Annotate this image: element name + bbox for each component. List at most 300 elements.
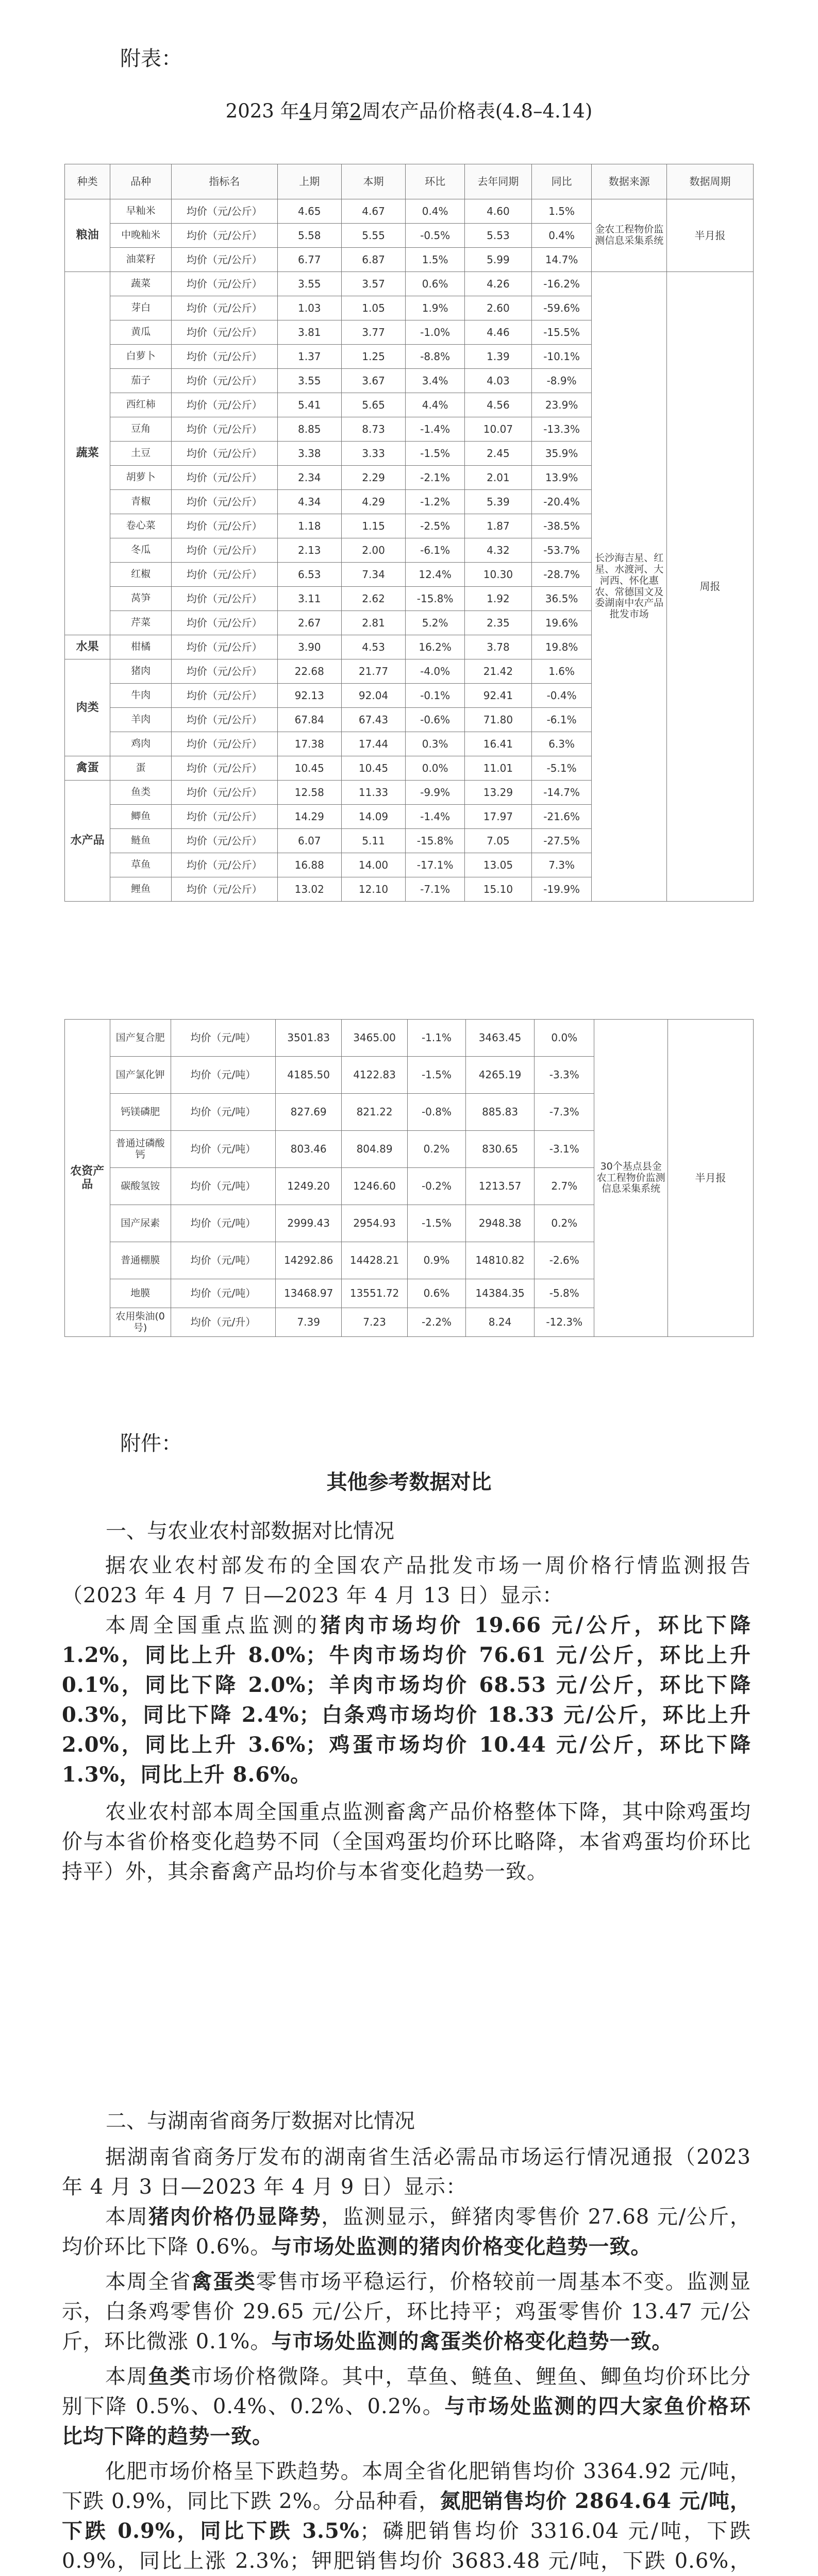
last-year-price: 13.05: [465, 853, 532, 877]
last-year-price: 71.80: [465, 708, 532, 732]
prev-price: 1.37: [277, 345, 341, 369]
column-header: 环比: [406, 164, 465, 199]
s1-paragraph-2: 本周全国重点监测的猪肉市场均价 19.66 元/公斤，环比下降 1.2%，同比上升 8.0%；牛肉市场均价 76.61 元/公斤，环比上升 0.1%，同比下降 2.0%；羊肉市场均价 68.53 元/公斤，环比下降 0.3%，同比下降 2.4%；白条鸡市场均价 18.33 元/公斤，环比上升 2.0%，同比上升 3.6%；鸡蛋市场均价 10.44 元/公斤，环比下降 1.3%，同比上升 8.6%。: [62, 1613, 751, 1787]
s2-paragraph-4: 本周鱼类市场价格微降。其中，草鱼、鲢鱼、鲤鱼、鲫鱼均价环比分别下降 0.5%、0.4%、0.2%、0.2%。与市场处监测的四大家鱼价格环比均下降的趋势一致。: [62, 2364, 752, 2448]
last-year-price: 5.99: [465, 248, 532, 272]
last-year-price: 5.53: [465, 224, 532, 248]
last-year-price: 10.07: [465, 417, 532, 442]
last-year-price: 13.29: [465, 781, 532, 805]
last-year-price: 1.92: [465, 587, 532, 611]
cur-price: 4122.83: [342, 1057, 408, 1094]
product-name: 国产复合肥: [110, 1020, 171, 1057]
mom-change: 0.2%: [408, 1131, 466, 1168]
yoy-change: -3.3%: [535, 1057, 594, 1094]
prev-price: 13.02: [277, 877, 341, 902]
prev-price: 14.29: [277, 805, 341, 829]
mom-change: -2.2%: [408, 1308, 466, 1337]
price-table-main: [64, 164, 754, 902]
product-name: 鸡肉: [110, 732, 172, 756]
indicator: 均价（元/吨）: [171, 1131, 276, 1168]
product-name: 红椒: [110, 563, 172, 587]
mom-change: -1.0%: [406, 320, 465, 345]
s2-paragraph-5: 化肥市场价格呈下跌趋势。本周全省化肥销售均价 3364.92 元/吨，下跌 0.9%，同比下跌 2%。分品种看，氮肥销售均价 2864.64 元/吨，下跌 0.9%，同比下跌 3.5%；磷肥销售均价 3316.04 元/吨，下跌 0.9%，同比上涨 2.3%；钾肥销售均价 3683.48 元/吨，下跌 0.6%，: [62, 2460, 751, 2573]
indicator: 均价（元/吨）: [171, 1057, 276, 1094]
product-name: 羊肉: [110, 708, 172, 732]
last-year-price: 2.45: [465, 442, 532, 466]
appendix-label: 附件：: [120, 1432, 182, 1455]
cur-price: 17.44: [341, 732, 405, 756]
mom-change: -1.5%: [408, 1057, 466, 1094]
mom-change: 1.5%: [406, 248, 465, 272]
prev-price: 7.39: [276, 1308, 342, 1337]
last-year-price: 2948.38: [465, 1205, 534, 1242]
product-name: 草鱼: [110, 853, 172, 877]
cur-price: 11.33: [341, 781, 405, 805]
last-year-price: 11.01: [465, 756, 532, 781]
cur-price: 2.81: [341, 611, 405, 635]
cur-price: 821.22: [342, 1094, 408, 1131]
yoy-change: 2.7%: [535, 1168, 594, 1205]
column-header: 数据来源: [592, 164, 667, 199]
yoy-change: -14.7%: [531, 781, 592, 805]
product-name: 碳酸氢铵: [110, 1168, 171, 1205]
product-name: 鲤鱼: [110, 877, 172, 902]
prev-price: 1249.20: [276, 1168, 342, 1205]
last-year-price: 2.01: [465, 466, 532, 490]
indicator: 均价（元/公斤）: [171, 563, 277, 587]
prev-price: 1.03: [277, 296, 341, 320]
prev-price: 16.88: [277, 853, 341, 877]
last-year-price: 10.30: [465, 563, 532, 587]
category-cell: 农资产品: [65, 1020, 110, 1337]
prev-price: 803.46: [276, 1131, 342, 1168]
indicator: 均价（元/升）: [171, 1308, 276, 1337]
section2-body: [62, 2142, 751, 2576]
product-name: 土豆: [110, 442, 172, 466]
cur-price: 67.43: [341, 708, 405, 732]
data-period: 周报: [667, 272, 754, 902]
cur-price: 804.89: [342, 1131, 408, 1168]
product-name: 油菜籽: [110, 248, 172, 272]
yoy-change: 13.9%: [531, 466, 592, 490]
yoy-change: 0.0%: [535, 1020, 594, 1057]
last-year-price: 2.60: [465, 296, 532, 320]
mom-change: -17.1%: [406, 853, 465, 877]
product-name: 农用柴油(0号): [110, 1308, 171, 1337]
cur-price: 10.45: [341, 756, 405, 781]
indicator: 均价（元/公斤）: [171, 635, 277, 659]
indicator: 均价（元/公斤）: [171, 587, 277, 611]
s2-paragraph-3: 本周全省禽蛋类零售市场平稳运行，价格较前一周基本不变。监测显示，白条鸡零售价 29.65 元/公斤，环比持平；鸡蛋零售价 13.47 元/公斤，环比微涨 0.1%。与市场处监测的禽蛋类价格变化趋势一致。: [62, 2269, 752, 2353]
last-year-price: 8.24: [465, 1308, 534, 1337]
last-year-price: 4.60: [465, 199, 532, 224]
cur-price: 14428.21: [342, 1242, 408, 1279]
yoy-change: 19.8%: [531, 635, 592, 659]
yoy-change: -59.6%: [531, 296, 592, 320]
column-header: 品种: [110, 164, 172, 199]
category-cell: 蔬菜: [65, 272, 110, 635]
mom-change: -0.2%: [408, 1168, 466, 1205]
section1-title: 一、与农业农村部数据对比情况: [106, 1519, 394, 1543]
last-year-price: 1213.57: [465, 1168, 534, 1205]
indicator: 均价（元/公斤）: [171, 659, 277, 684]
prev-price: 3.55: [277, 272, 341, 296]
product-name: 早籼米: [110, 199, 172, 224]
cur-price: 2.29: [341, 466, 405, 490]
mom-change: -1.4%: [406, 417, 465, 442]
category-cell: 水果: [65, 635, 110, 659]
prev-price: 6.53: [277, 563, 341, 587]
product-name: 冬瓜: [110, 538, 172, 563]
yoy-change: -19.9%: [531, 877, 592, 902]
indicator: 均价（元/公斤）: [171, 756, 277, 781]
mom-change: 0.0%: [406, 756, 465, 781]
mom-change: -15.8%: [406, 587, 465, 611]
product-name: 西红柿: [110, 393, 172, 417]
data-source: 金农工程物价监测信息采集系统: [592, 199, 667, 272]
indicator: 均价（元/吨）: [171, 1279, 276, 1308]
column-header: 去年同期: [465, 164, 532, 199]
cur-price: 3.67: [341, 369, 405, 393]
last-year-price: 15.10: [465, 877, 532, 902]
prev-price: 3.38: [277, 442, 341, 466]
product-name: 牛肉: [110, 684, 172, 708]
product-name: 普通棚膜: [110, 1242, 171, 1279]
mom-change: 0.6%: [408, 1279, 466, 1308]
indicator: 均价（元/公斤）: [171, 490, 277, 514]
indicator: 均价（元/公斤）: [171, 684, 277, 708]
last-year-price: 16.41: [465, 732, 532, 756]
mom-change: 5.2%: [406, 611, 465, 635]
prev-price: 17.38: [277, 732, 341, 756]
last-year-price: 92.41: [465, 684, 532, 708]
category-cell: 粮油: [65, 199, 110, 272]
cur-price: 21.77: [341, 659, 405, 684]
yoy-change: 1.6%: [531, 659, 592, 684]
yoy-change: -0.4%: [531, 684, 592, 708]
mom-change: -2.5%: [406, 514, 465, 538]
prev-price: 3.90: [277, 635, 341, 659]
product-name: 中晚籼米: [110, 224, 172, 248]
yoy-change: 35.9%: [531, 442, 592, 466]
cur-price: 8.73: [341, 417, 405, 442]
prev-price: 22.68: [277, 659, 341, 684]
mom-change: -15.8%: [406, 829, 465, 853]
yoy-change: -16.2%: [531, 272, 592, 296]
product-name: 普通过磷酸钙: [110, 1131, 171, 1168]
cur-price: 4.29: [341, 490, 405, 514]
product-name: 地膜: [110, 1279, 171, 1308]
prev-price: 14292.86: [276, 1242, 342, 1279]
indicator: 均价（元/吨）: [171, 1242, 276, 1279]
cur-price: 7.34: [341, 563, 405, 587]
last-year-price: 4.46: [465, 320, 532, 345]
appendix-title: 其他参考数据对比: [326, 1470, 492, 1494]
yoy-change: -13.3%: [531, 417, 592, 442]
yoy-change: -12.3%: [535, 1308, 594, 1337]
mom-change: -0.1%: [406, 684, 465, 708]
indicator: 均价（元/公斤）: [171, 611, 277, 635]
prev-price: 2.67: [277, 611, 341, 635]
product-name: 卷心菜: [110, 514, 172, 538]
mom-change: 4.4%: [406, 393, 465, 417]
product-name: 猪肉: [110, 659, 172, 684]
yoy-change: 19.6%: [531, 611, 592, 635]
indicator: 均价（元/公斤）: [171, 320, 277, 345]
last-year-price: 1.87: [465, 514, 532, 538]
mom-change: -0.8%: [408, 1094, 466, 1131]
indicator: 均价（元/吨）: [171, 1205, 276, 1242]
s1-paragraph-3: 农业农村部本周全国重点监测畜禽产品价格整体下降，其中除鸡蛋均价与本省价格变化趋势不同（全国鸡蛋均价环比略降，本省鸡蛋均价环比持平）外，其余畜禽产品均价与本省变化趋势一致。: [62, 1800, 751, 1884]
last-year-price: 830.65: [465, 1131, 534, 1168]
product-name: 柑橘: [110, 635, 172, 659]
column-header: 种类: [65, 164, 110, 199]
last-year-price: 4265.19: [465, 1057, 534, 1094]
product-name: 蛋: [110, 756, 172, 781]
cur-price: 1.05: [341, 296, 405, 320]
indicator: 均价（元/吨）: [171, 1094, 276, 1131]
data-period: 半月报: [667, 1020, 753, 1337]
indicator: 均价（元/公斤）: [171, 853, 277, 877]
prev-price: 3.81: [277, 320, 341, 345]
cur-price: 1.25: [341, 345, 405, 369]
yoy-change: -8.9%: [531, 369, 592, 393]
indicator: 均价（元/公斤）: [171, 538, 277, 563]
yoy-change: -2.6%: [535, 1242, 594, 1279]
mom-change: -8.8%: [406, 345, 465, 369]
product-name: 国产氯化钾: [110, 1057, 171, 1094]
cur-price: 12.10: [341, 877, 405, 902]
product-name: 芹菜: [110, 611, 172, 635]
cur-price: 2.62: [341, 587, 405, 611]
table-title: 2023 年4月第2周农产品价格表(4.8–4.14): [225, 100, 593, 122]
product-name: 莴笋: [110, 587, 172, 611]
indicator: 均价（元/公斤）: [171, 829, 277, 853]
yoy-change: -15.5%: [531, 320, 592, 345]
table-row: [65, 272, 754, 296]
prev-price: 5.58: [277, 224, 341, 248]
yoy-change: 0.4%: [531, 224, 592, 248]
indicator: 均价（元/公斤）: [171, 466, 277, 490]
product-name: 鲢鱼: [110, 829, 172, 853]
indicator: 均价（元/公斤）: [171, 199, 277, 224]
last-year-price: 4.56: [465, 393, 532, 417]
indicator: 均价（元/公斤）: [171, 708, 277, 732]
last-year-price: 4.26: [465, 272, 532, 296]
section1-body: [62, 1551, 751, 1887]
mom-change: 16.2%: [406, 635, 465, 659]
product-name: 芽白: [110, 296, 172, 320]
cur-price: 5.65: [341, 393, 405, 417]
cur-price: 2954.93: [342, 1205, 408, 1242]
indicator: 均价（元/公斤）: [171, 369, 277, 393]
indicator: 均价（元/公斤）: [171, 877, 277, 902]
yoy-change: -21.6%: [531, 805, 592, 829]
yoy-change: 6.3%: [531, 732, 592, 756]
mom-change: 0.3%: [406, 732, 465, 756]
cur-price: 2.00: [341, 538, 405, 563]
indicator: 均价（元/吨）: [171, 1020, 276, 1057]
cur-price: 13551.72: [342, 1279, 408, 1308]
yoy-change: -38.5%: [531, 514, 592, 538]
s2-paragraph-1: 据湖南省商务厅发布的湖南省生活必需品市场运行情况通报（2023 年 4 月 3 日—2023 年 4 月 9 日）显示：: [62, 2145, 751, 2199]
yoy-change: -3.1%: [535, 1131, 594, 1168]
indicator: 均价（元/公斤）: [171, 296, 277, 320]
mom-change: -1.5%: [406, 442, 465, 466]
yoy-change: 23.9%: [531, 393, 592, 417]
product-name: 白萝卜: [110, 345, 172, 369]
last-year-price: 2.35: [465, 611, 532, 635]
mom-change: 12.4%: [406, 563, 465, 587]
prev-price: 67.84: [277, 708, 341, 732]
product-name: 蔬菜: [110, 272, 172, 296]
product-name: 国产尿素: [110, 1205, 171, 1242]
mom-change: -7.1%: [406, 877, 465, 902]
prev-price: 827.69: [276, 1094, 342, 1131]
last-year-price: 3.78: [465, 635, 532, 659]
last-year-price: 5.39: [465, 490, 532, 514]
mom-change: 0.4%: [406, 199, 465, 224]
last-year-price: 17.97: [465, 805, 532, 829]
mom-change: -6.1%: [406, 538, 465, 563]
prev-price: 2999.43: [276, 1205, 342, 1242]
last-year-price: 21.42: [465, 659, 532, 684]
yoy-change: -7.3%: [535, 1094, 594, 1131]
yoy-change: -53.7%: [531, 538, 592, 563]
prev-price: 10.45: [277, 756, 341, 781]
indicator: 均价（元/公斤）: [171, 417, 277, 442]
cur-price: 4.67: [341, 199, 405, 224]
prev-price: 13468.97: [276, 1279, 342, 1308]
product-name: 黄瓜: [110, 320, 172, 345]
last-year-price: 4.03: [465, 369, 532, 393]
column-header: 指标名: [171, 164, 277, 199]
indicator: 均价（元/公斤）: [171, 393, 277, 417]
mom-change: 0.9%: [408, 1242, 466, 1279]
cur-price: 7.23: [342, 1308, 408, 1337]
yoy-change: -27.5%: [531, 829, 592, 853]
prev-price: 4.65: [277, 199, 341, 224]
indicator: 均价（元/公斤）: [171, 781, 277, 805]
s2-paragraph-2: 本周猪肉价格仍显降势，监测显示，鲜猪肉零售价 27.68 元/公斤，均价环比下降 0.6%。与市场处监测的猪肉价格变化趋势一致。: [62, 2205, 752, 2259]
indicator: 均价（元/公斤）: [171, 345, 277, 369]
product-name: 胡萝卜: [110, 466, 172, 490]
last-year-price: 14384.35: [465, 1279, 534, 1308]
data-source: 30个基点县金农工程物价监测信息采集系统: [594, 1020, 668, 1337]
indicator: 均价（元/公斤）: [171, 732, 277, 756]
product-name: 豆角: [110, 417, 172, 442]
cur-price: 3.33: [341, 442, 405, 466]
section2-title: 二、与湖南省商务厅数据对比情况: [106, 2109, 415, 2133]
yoy-change: -28.7%: [531, 563, 592, 587]
mom-change: -9.9%: [406, 781, 465, 805]
cur-price: 3.57: [341, 272, 405, 296]
cur-price: 14.00: [341, 853, 405, 877]
table-row: [65, 1020, 754, 1057]
prev-price: 2.34: [277, 466, 341, 490]
last-year-price: 14810.82: [465, 1242, 534, 1279]
yoy-change: 7.3%: [531, 853, 592, 877]
yoy-change: 0.2%: [535, 1205, 594, 1242]
table-row: [65, 199, 754, 224]
yoy-change: 14.7%: [531, 248, 592, 272]
last-year-price: 885.83: [465, 1094, 534, 1131]
prev-price: 4185.50: [276, 1057, 342, 1094]
yoy-change: -5.8%: [535, 1279, 594, 1308]
product-name: 茄子: [110, 369, 172, 393]
mom-change: 1.9%: [406, 296, 465, 320]
yoy-change: -10.1%: [531, 345, 592, 369]
mom-change: -1.2%: [406, 490, 465, 514]
indicator: 均价（元/公斤）: [171, 248, 277, 272]
prev-price: 6.07: [277, 829, 341, 853]
last-year-price: 7.05: [465, 829, 532, 853]
last-year-price: 3463.45: [465, 1020, 534, 1057]
cur-price: 6.87: [341, 248, 405, 272]
prev-price: 92.13: [277, 684, 341, 708]
data-source: 长沙海吉星、红星、水渡河、大河西、怀化惠农、常德国文及委湖南中农产品批发市场: [592, 272, 667, 902]
yoy-change: 1.5%: [531, 199, 592, 224]
yoy-change: -20.4%: [531, 490, 592, 514]
category-cell: 禽蛋: [65, 756, 110, 781]
indicator: 均价（元/公斤）: [171, 442, 277, 466]
column-header: 数据周期: [667, 164, 754, 199]
prev-price: 4.34: [277, 490, 341, 514]
mom-change: -1.5%: [408, 1205, 466, 1242]
indicator: 均价（元/公斤）: [171, 514, 277, 538]
mom-change: -4.0%: [406, 659, 465, 684]
cur-price: 92.04: [341, 684, 405, 708]
prev-price: 12.58: [277, 781, 341, 805]
yoy-change: -5.1%: [531, 756, 592, 781]
cur-price: 1246.60: [342, 1168, 408, 1205]
cur-price: 3465.00: [342, 1020, 408, 1057]
yoy-change: 36.5%: [531, 587, 592, 611]
prev-price: 3.11: [277, 587, 341, 611]
column-header: 本期: [341, 164, 405, 199]
prev-price: 1.18: [277, 514, 341, 538]
cur-price: 5.11: [341, 829, 405, 853]
mom-change: -2.1%: [406, 466, 465, 490]
cur-price: 1.15: [341, 514, 405, 538]
data-period: 半月报: [667, 199, 754, 272]
product-name: 鲫鱼: [110, 805, 172, 829]
category-cell: 肉类: [65, 659, 110, 756]
s1-paragraph-1: 据农业农村部发布的全国农产品批发市场一周价格行情监测报告（2023 年 4 月 7 日—2023 年 4 月 13 日）显示：: [62, 1554, 751, 1607]
mom-change: -1.4%: [406, 805, 465, 829]
price-table-agri-inputs: [64, 1019, 754, 1337]
last-year-price: 4.32: [465, 538, 532, 563]
mom-change: 3.4%: [406, 369, 465, 393]
indicator: 均价（元/公斤）: [171, 224, 277, 248]
product-name: 鱼类: [110, 781, 172, 805]
yoy-change: -6.1%: [531, 708, 592, 732]
product-name: 钙镁磷肥: [110, 1094, 171, 1131]
prev-price: 2.13: [277, 538, 341, 563]
cur-price: 5.55: [341, 224, 405, 248]
cur-price: 4.53: [341, 635, 405, 659]
last-year-price: 1.39: [465, 345, 532, 369]
attachment-label: 附表：: [120, 47, 182, 71]
cur-price: 3.77: [341, 320, 405, 345]
product-name: 青椒: [110, 490, 172, 514]
prev-price: 5.41: [277, 393, 341, 417]
mom-change: -1.1%: [408, 1020, 466, 1057]
prev-price: 6.77: [277, 248, 341, 272]
indicator: 均价（元/吨）: [171, 1168, 276, 1205]
prev-price: 8.85: [277, 417, 341, 442]
indicator: 均价（元/公斤）: [171, 805, 277, 829]
